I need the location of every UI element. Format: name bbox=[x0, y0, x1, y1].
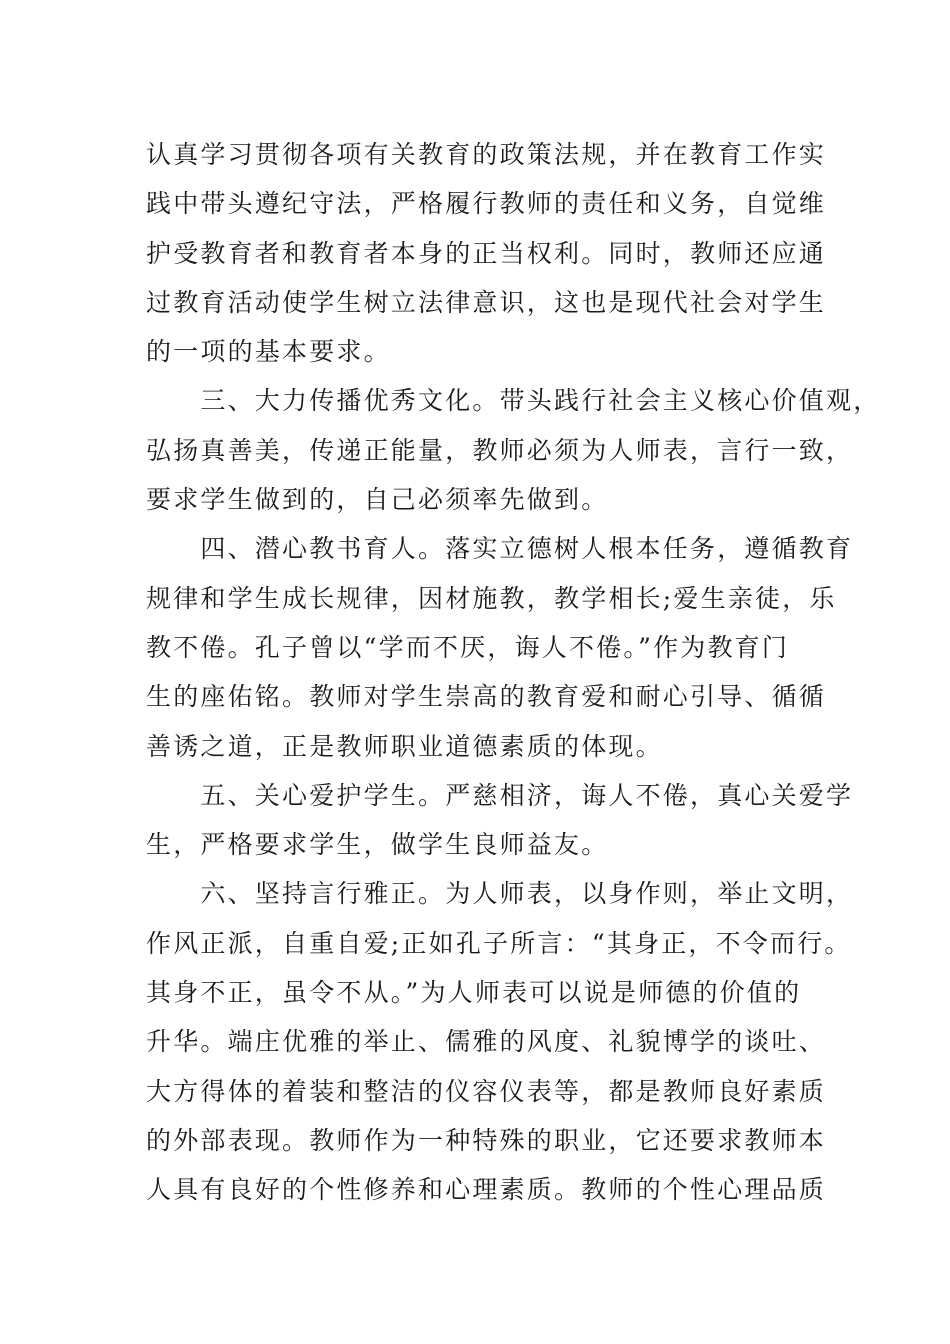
text-line: 其身不正，虽令不从。”为人师表可以说是师德的价值的 bbox=[146, 978, 802, 1008]
text-line: 践中带头遵纪守法，严格履行教师的责任和义务，自觉维 bbox=[146, 189, 827, 219]
text-line: 生，严格要求学生，做学生良师益友。 bbox=[146, 830, 609, 860]
text-line: 要求学生做到的，自己必须率先做到。 bbox=[146, 485, 609, 515]
text-line: 规律和学生成长规律，因材施教，教学相长;爱生亲徒，乐 bbox=[146, 583, 837, 613]
text-line: 弘扬真善美，传递正能量，教师必须为人师表，言行一致， bbox=[146, 435, 854, 465]
text-line: 大方得体的着装和整洁的仪容仪表等，都是教师良好素质 bbox=[146, 1076, 827, 1106]
text-line: 过教育活动使学生树立法律意识，这也是现代社会对学生 bbox=[146, 287, 827, 317]
text-line: 升华。端庄优雅的举止、儒雅的风度、礼貌博学的谈吐、 bbox=[146, 1027, 827, 1057]
text-line: 的一项的基本要求。 bbox=[146, 337, 391, 367]
document-body bbox=[146, 130, 881, 1215]
text-line: 三、大力传播优秀文化。带头践行社会主义核心价值观， bbox=[146, 386, 881, 416]
text-line: 五、关心爱护学生。严慈相济，诲人不倦，真心关爱学 bbox=[146, 780, 854, 810]
text-line: 人具有良好的个性修养和心理素质。教师的个性心理品质 bbox=[146, 1175, 827, 1205]
text-line: 作风正派，自重自爱;正如孔子所言：“其身正，不令而行。 bbox=[146, 928, 852, 958]
text-line: 的外部表现。教师作为一种特殊的职业，它还要求教师本 bbox=[146, 1125, 827, 1155]
text-line: 护受教育者和教育者本身的正当权利。同时，教师还应通 bbox=[146, 238, 827, 268]
text-line: 认真学习贯彻各项有关教育的政策法规，并在教育工作实 bbox=[146, 140, 827, 169]
text-line: 六、坚持言行雅正。为人师表，以身作则，举止文明， bbox=[146, 879, 854, 909]
text-line: 教不倦。孔子曾以“学而不厌，诲人不倦。”作为教育门 bbox=[146, 632, 790, 662]
text-line: 生的座佑铭。教师对学生崇高的教育爱和耐心引导、循循 bbox=[146, 682, 827, 712]
text-line: 四、潜心教书育人。落实立德树人根本任务，遵循教育 bbox=[146, 534, 854, 564]
text-line: 善诱之道，正是教师职业道德素质的体现。 bbox=[146, 731, 663, 761]
